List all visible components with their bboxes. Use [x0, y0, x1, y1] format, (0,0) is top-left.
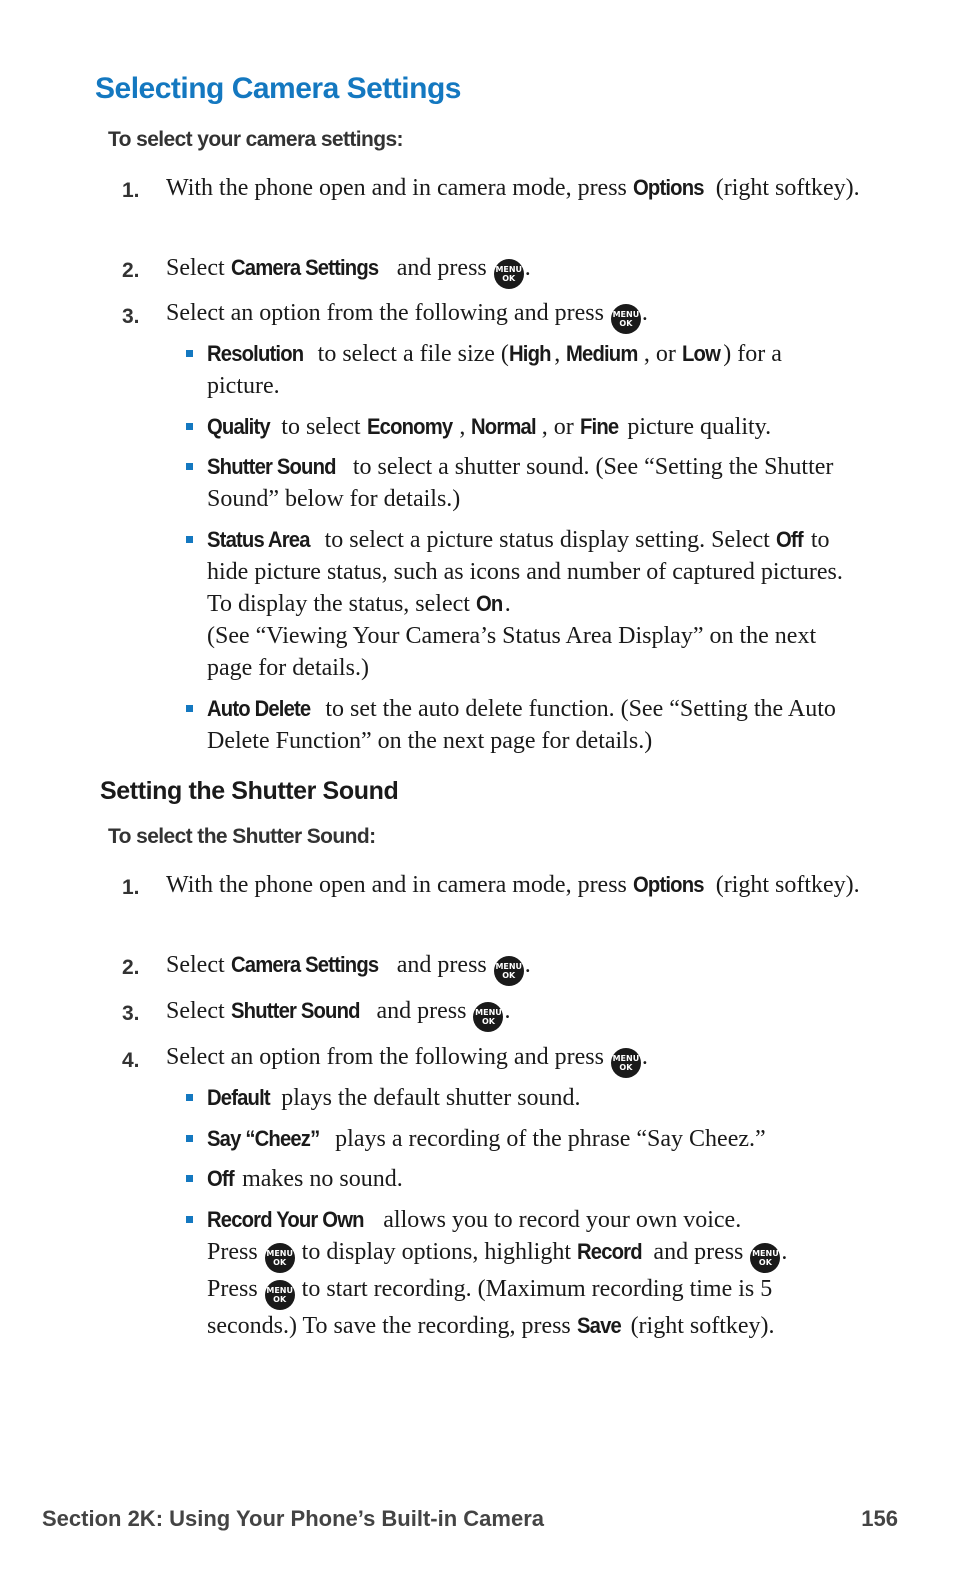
- step-2: 2. Select Camera Settings and press MENU OK .: [122, 948, 862, 986]
- instructions-intro: To select your camera settings:: [108, 128, 403, 151]
- menu-ok-icon: MENU OK: [611, 304, 641, 334]
- step-number: 2.: [122, 259, 140, 282]
- bullet-marker: [186, 1175, 193, 1182]
- bullet-marker: [186, 1216, 193, 1223]
- step-number: 2.: [122, 956, 140, 979]
- bullet-marker: [186, 423, 193, 430]
- bullet-marker: [186, 1135, 193, 1142]
- option-shutter-sound: Shutter Sound to select a shutter sound. (See “Setting the Shutter Sound” below for details.): [186, 451, 850, 515]
- step-3: 3. Select Shutter Sound and press MENU OK .: [122, 994, 862, 1032]
- instructions-intro: To select the Shutter Sound:: [108, 825, 376, 848]
- footer-section-title: Section 2K: Using Your Phone’s Built-in Camera: [42, 1506, 545, 1531]
- bullet-marker: [186, 463, 193, 470]
- option-status-area: Status Area to select a picture status display setting. Select Off to hide picture status, such as icons and number of captured pictures. To display the status, select On. (See “Viewing Your Camera’s Status Area Display” on the next page for details.): [186, 524, 850, 684]
- step-number: 1.: [122, 179, 140, 202]
- step-1: 1. With the phone open and in camera mode, press Options (right softkey).: [122, 868, 862, 902]
- menu-ok-icon: MENU OK: [265, 1280, 295, 1310]
- menu-ok-icon: MENU OK: [473, 1002, 503, 1032]
- step-4: 4. Select an option from the following and press MENU OK .: [122, 1041, 862, 1078]
- option-auto-delete: Auto Delete to set the auto delete function. (See “Setting the Auto Delete Function” on the next page for details.): [186, 693, 850, 757]
- option-default: Default plays the default shutter sound.: [186, 1082, 850, 1114]
- menu-label: Shutter Sound: [230, 998, 360, 1023]
- option-off: Off makes no sound.: [186, 1163, 850, 1195]
- bullet-marker: [186, 705, 193, 712]
- page-number: 156: [861, 1506, 898, 1531]
- option-record-your-own: Record Your Own allows you to record your own voice. Press MENU OK to display options, highlight Record and press MENU OK . Press MENU OK to start recording. (Maximum recording time is 5 seconds.) To save the recording, press Save (right softkey).: [186, 1204, 850, 1342]
- menu-ok-icon: MENU OK: [611, 1048, 641, 1078]
- step-number: 3.: [122, 305, 140, 328]
- option-say-cheez: Say “Cheez” plays a recording of the phrase “Say Cheez.”: [186, 1123, 850, 1155]
- step-number: 1.: [122, 876, 140, 899]
- option-resolution: Resolution to select a file size (High , Medium , or Low ) for a picture.: [186, 338, 850, 402]
- menu-ok-icon: MENU OK: [494, 259, 524, 289]
- bullet-marker: [186, 536, 193, 543]
- bullet-marker: [186, 350, 193, 357]
- bullet-marker: [186, 1094, 193, 1101]
- menu-label: Camera Settings: [230, 255, 378, 280]
- step-number: 4.: [122, 1049, 140, 1072]
- menu-ok-icon: MENU OK: [750, 1243, 780, 1273]
- page-title: Selecting Camera Settings: [95, 72, 461, 105]
- menu-label: Camera Settings: [230, 952, 378, 977]
- softkey-label: Options: [632, 872, 704, 897]
- menu-ok-icon: MENU OK: [265, 1243, 295, 1273]
- softkey-label: Options: [632, 175, 704, 200]
- menu-ok-icon: MENU OK: [494, 956, 524, 986]
- step-1: 1. With the phone open and in camera mode, press Options (right softkey).: [122, 171, 862, 205]
- option-quality: Quality to select Economy , Normal , or Fine picture quality.: [186, 411, 850, 443]
- step-2: 2. Select Camera Settings and press MENU OK .: [122, 251, 862, 289]
- section-heading: Setting the Shutter Sound: [100, 777, 399, 805]
- step-number: 3.: [122, 1002, 140, 1025]
- step-3: 3. Select an option from the following and press MENU OK .: [122, 297, 862, 334]
